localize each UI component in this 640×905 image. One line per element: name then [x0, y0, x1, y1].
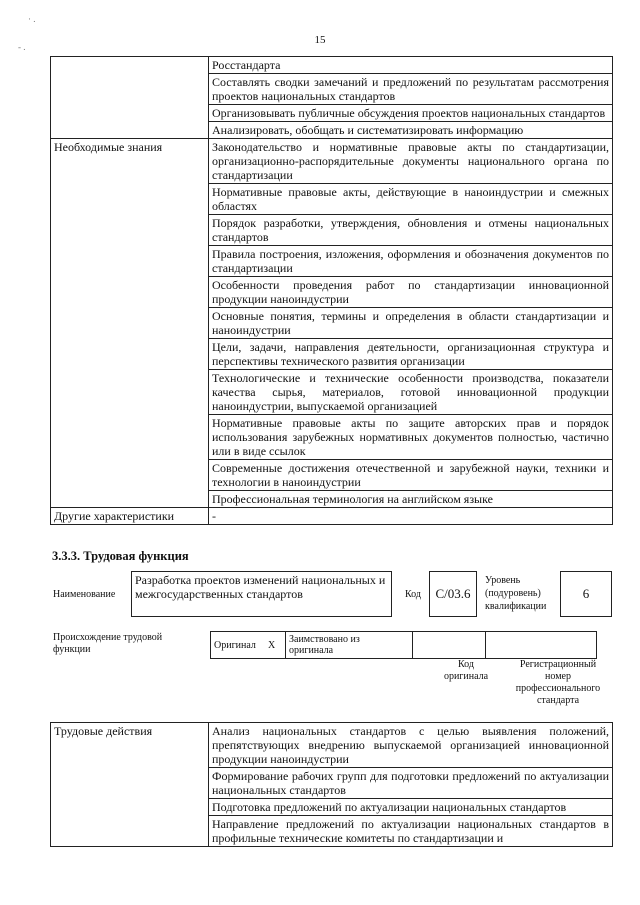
reg-number-cell [486, 632, 597, 659]
row-item: Направление предложений по актуализации национальных стандартов в профильные технические комитеты по стандартизации и [209, 816, 613, 847]
original-label: Оригинал [211, 632, 266, 659]
labor-actions-table [50, 722, 613, 847]
code-label: Код [405, 589, 421, 600]
level-label-line: Уровень [485, 575, 521, 586]
row-item: Росстандарта [209, 57, 613, 74]
code-value: C/03.6 [429, 571, 477, 617]
caption-line: профессионального [515, 683, 601, 694]
row-item: Подготовка предложений по актуализации национальных стандартов [209, 799, 613, 816]
origin-label-line: Происхождение трудовой [53, 632, 163, 643]
borrowed-label-line: оригинала [289, 645, 334, 656]
level-value: 6 [560, 571, 612, 617]
row-item: Формирование рабочих групп для подготовки предложений по актуализации национальных стандартов [209, 768, 613, 799]
caption-line: Регистрационный [519, 659, 597, 670]
original-mark: X [265, 632, 286, 659]
reg-number-caption [503, 659, 613, 707]
table-row [51, 723, 613, 768]
row-item: Технологические и технические особенности производства, показатели качества сырья, материалов, готовой инновационной продукции наноиндустрии, выпускаемой организацией [209, 370, 613, 415]
row-item: Анализировать, обобщать и систематизировать информацию [209, 122, 613, 139]
row-item: Цели, задачи, направления деятельности, организационная структура и перспективы технического развития организации [209, 339, 613, 370]
row-item: Порядок разработки, утверждения, обновления и отмены национальных стандартов [209, 215, 613, 246]
row-item: Особенности проведения работ по стандартизации инновационной продукции наноиндустрии [209, 277, 613, 308]
caption-line: стандарта [536, 695, 580, 706]
section-title: 3.3.3. Трудовая функция [52, 549, 189, 563]
level-label-line: квалификации [485, 601, 547, 612]
borrowed-label [286, 632, 413, 659]
level-label [485, 574, 546, 613]
borrowed-label-line: Заимствовано из [289, 634, 360, 645]
origin-label-line: функции [53, 644, 91, 655]
scan-mark: · . [28, 14, 36, 24]
origin-label [53, 632, 162, 656]
row-item: Современные достижения отечественной и зарубежной науки, техники и технологии в наноиндустрии [209, 460, 613, 491]
row-item: Основные понятия, термины и определения в области стандартизации и наноиндустрии [209, 308, 613, 339]
code-original-caption [430, 659, 502, 683]
table-row [51, 57, 613, 74]
row-item: Профессиональная терминология на английском языке [209, 491, 613, 508]
table-row [51, 139, 613, 184]
caption-line: оригинала [443, 671, 489, 682]
level-label-line: (подуровень) [485, 588, 541, 599]
caption-line: Код [458, 659, 474, 670]
row-item: Нормативные правовые акты по защите авторских прав и порядок использования зарубежных нормативных документов полностью, частично или в виде ссылок [209, 415, 613, 460]
row-item: Нормативные правовые акты, действующие в наноиндустрии и смежных областях [209, 184, 613, 215]
name-value: Разработка проектов изменений национальных и межгосударственных стандартов [131, 571, 392, 617]
code-original-cell [413, 632, 486, 659]
competencies-table [50, 56, 613, 525]
page-number: 15 [314, 34, 326, 46]
row-label [51, 57, 209, 139]
row-item: Анализ национальных стандартов с целью выявления положений, препятствующих внедрению выпускаемой организацией инновационной продукции наноиндустрии [209, 723, 613, 768]
row-label: Необходимые знания [51, 139, 209, 508]
row-item: Составлять сводки замечаний и предложений по результатам рассмотрения проектов национальных стандартов [209, 74, 613, 105]
caption-line: номер [545, 671, 571, 682]
row-item: Законодательство и нормативные правовые акты по стандартизации, организационно-распорядительные документы национального органа по стандартизации [209, 139, 613, 184]
row-item: Правила построения, изложения, оформления и обозначения документов по стандартизации [209, 246, 613, 277]
row-item: - [209, 508, 613, 525]
row-label: Другие характеристики [51, 508, 209, 525]
scan-mark: - . [18, 42, 26, 52]
name-label: Наименование [53, 589, 116, 600]
row-label: Трудовые действия [51, 723, 209, 847]
table-row [51, 508, 613, 525]
row-item: Организовывать публичные обсуждения проектов национальных стандартов [209, 105, 613, 122]
origin-table [210, 631, 597, 659]
